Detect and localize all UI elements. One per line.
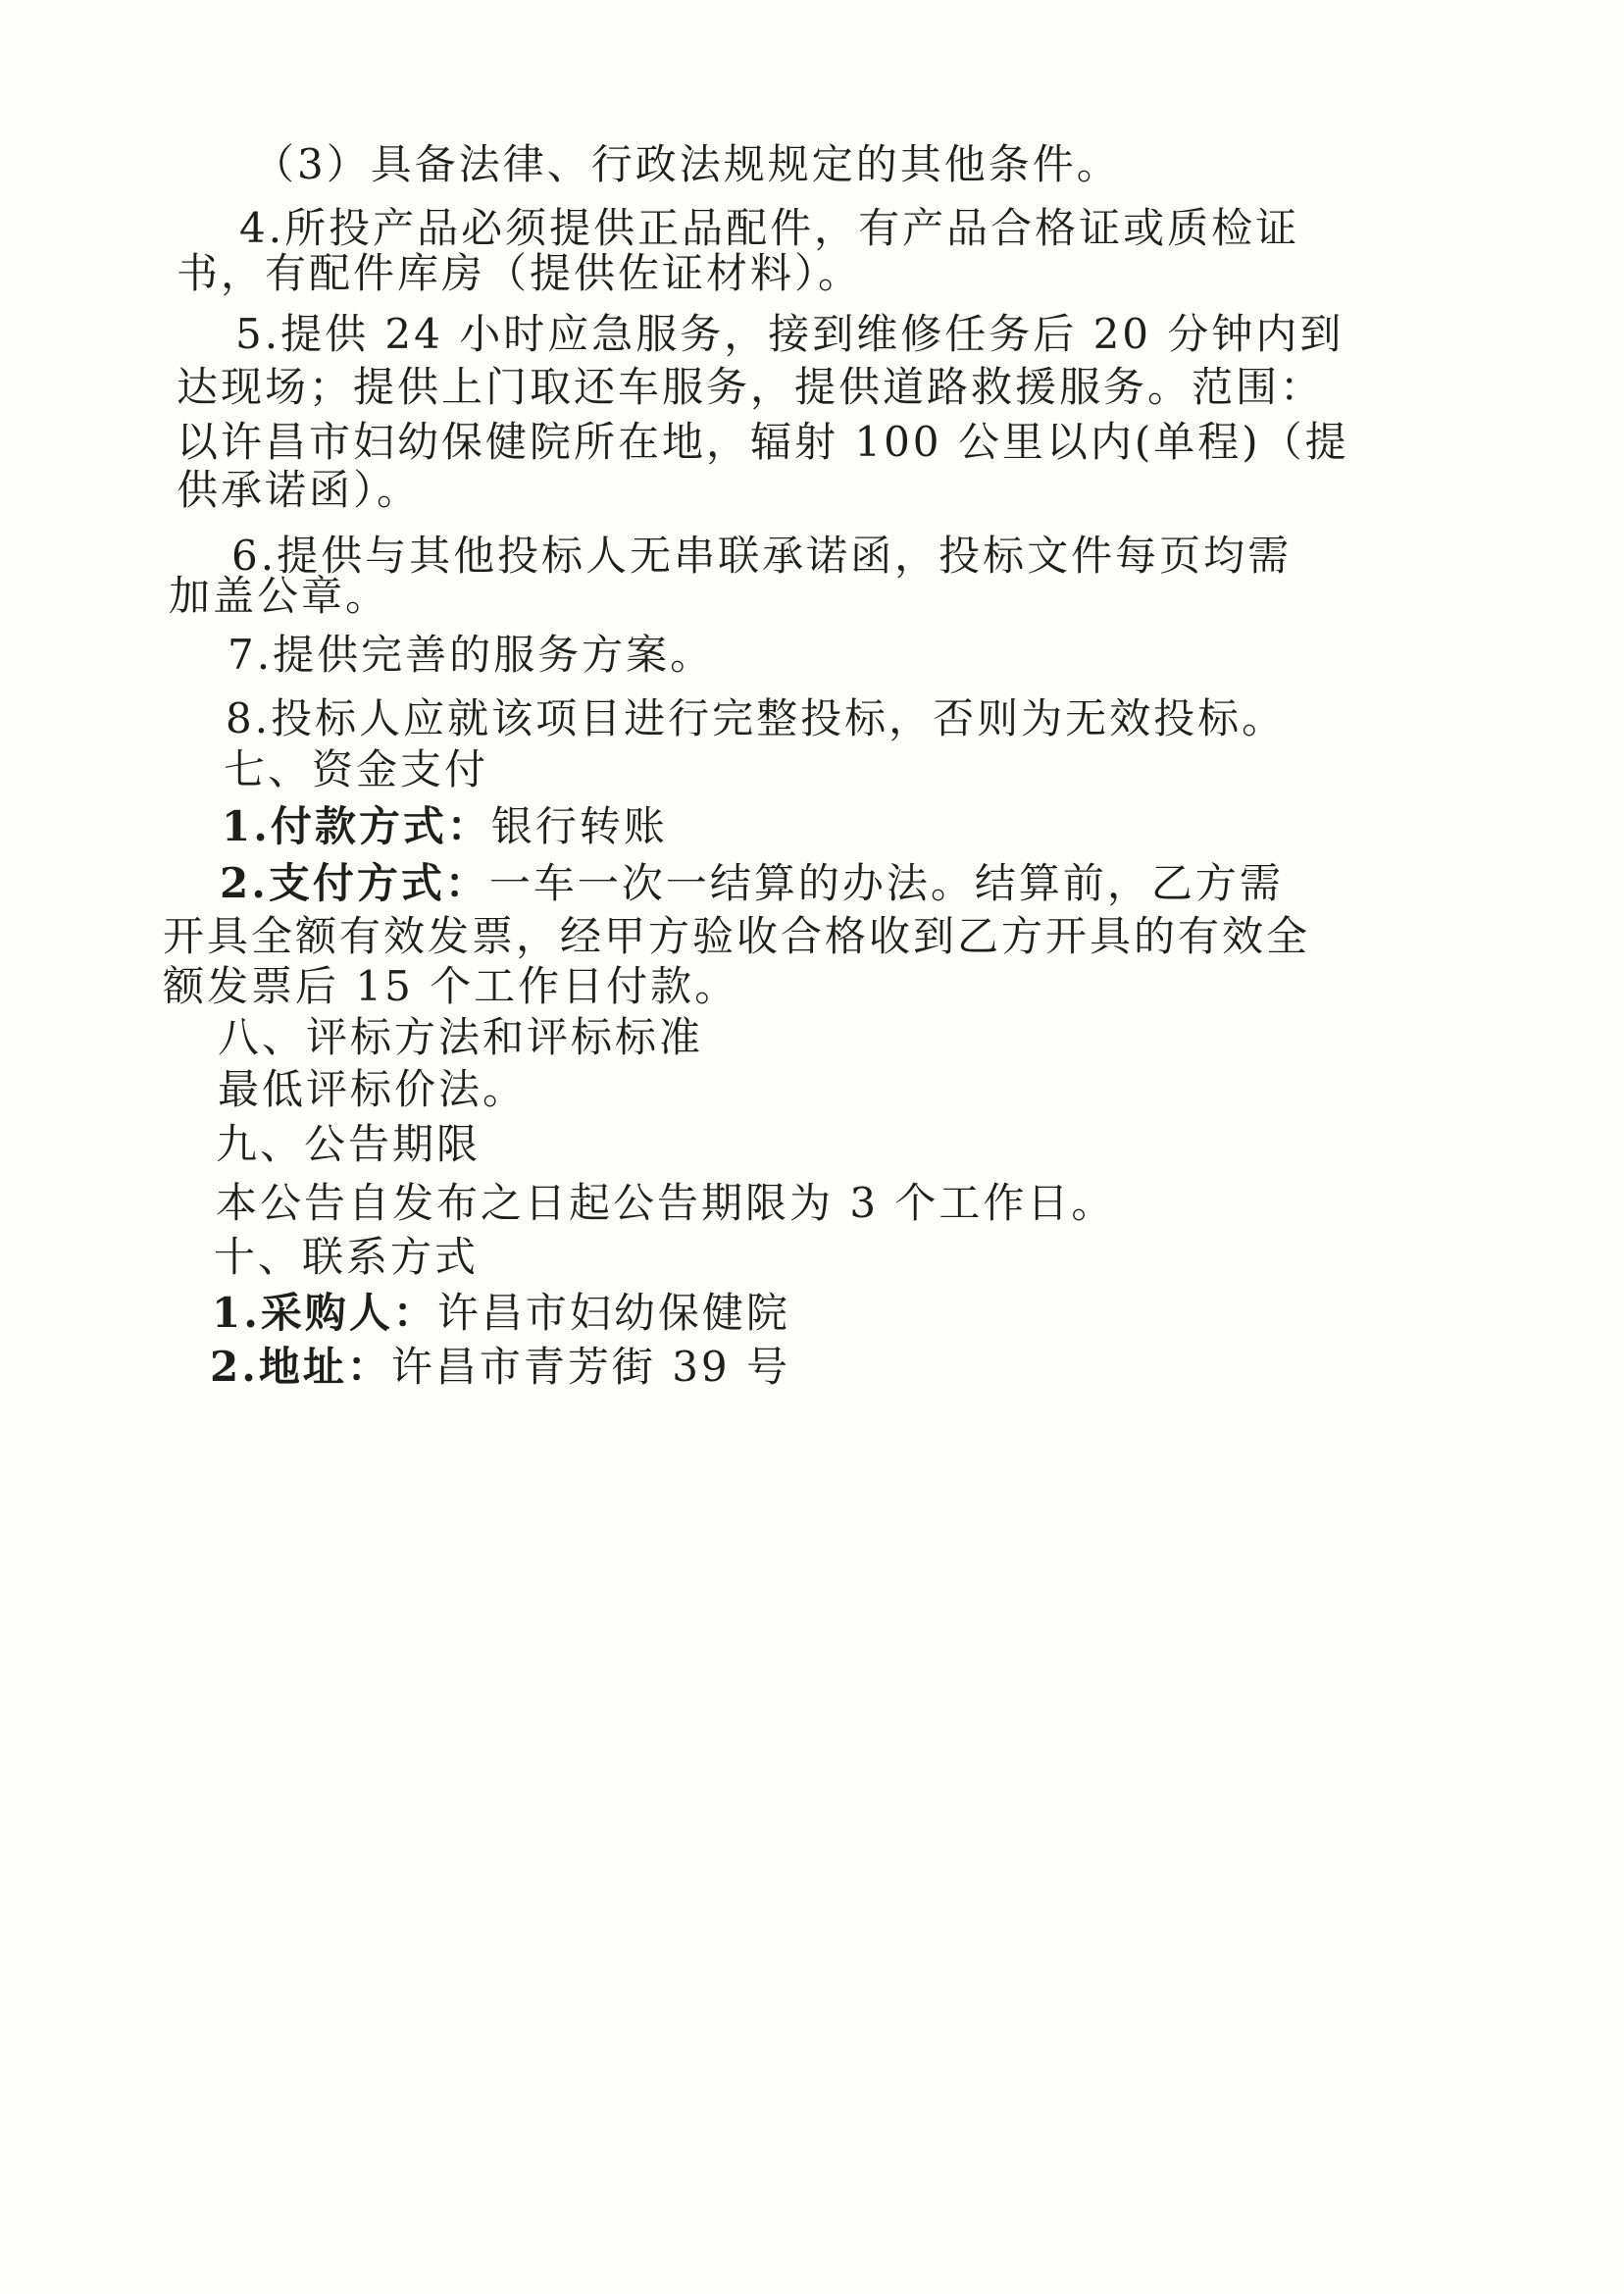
item-6-line-1: 6.提供与其他投标人无串联承诺函，投标文件每页均需 — [231, 532, 1293, 580]
address-row — [210, 1340, 790, 1395]
item-4-line-1: 4.所投产品必须提供正品配件，有产品合格证或质检证 — [239, 204, 1300, 252]
item-6-line-2: 加盖公章。 — [169, 572, 390, 620]
section-8-heading: 八、评标方法和评标标准 — [218, 1013, 704, 1061]
address-value: 许昌市青芳街 39 号 — [390, 1343, 791, 1391]
settlement-method-label: 2.支付方式： — [220, 859, 489, 907]
buyer-row — [212, 1286, 790, 1341]
item-5-line-1: 5.提供 24 小时应急服务，接到维修任务后 20 分钟内到 — [235, 310, 1345, 358]
section-10-heading: 十、联系方式 — [214, 1233, 480, 1281]
section-9-heading: 九、公告期限 — [216, 1120, 482, 1168]
section-9-text: 本公告自发布之日起公告期限为 3 个工作日。 — [216, 1179, 1116, 1227]
settlement-method-line-2: 开具全额有效发票，经甲方验收合格收到乙方开具的有效全 — [163, 912, 1311, 960]
item-8: 8.投标人应就该项目进行完整投标，否则为无效投标。 — [226, 694, 1287, 742]
payment-method-label: 1.付款方式： — [222, 802, 491, 850]
section-7-heading: 七、资金支付 — [224, 745, 489, 793]
item-5-line-3: 以许昌市妇幼保健院所在地，辐射 100 公里以内(单程)（提 — [177, 418, 1349, 466]
item-5-line-4: 供承诺函）。 — [177, 466, 422, 514]
condition-3: （3）具备法律、行政法规规定的其他条件。 — [253, 140, 1121, 188]
settlement-method-line-1: 一车一次一结算的办法。结算前，乙方需 — [488, 859, 1284, 907]
buyer-label: 1.采购人： — [212, 1289, 437, 1337]
buyer-value: 许昌市妇幼保健院 — [436, 1289, 790, 1337]
item-5-line-2: 达现场；提供上门取还车服务，提供道路救援服务。范围： — [177, 363, 1325, 411]
settlement-method-row — [220, 856, 1284, 911]
address-label: 2.地址： — [210, 1343, 391, 1391]
item-4-line-2: 书，有配件库房（提供佐证材料）。 — [177, 249, 863, 297]
payment-method-row — [222, 799, 668, 854]
item-7: 7.提供完善的服务方案。 — [228, 631, 715, 679]
settlement-method-line-3: 额发票后 15 个工作日付款。 — [163, 962, 739, 1010]
payment-method-value: 银行转账 — [490, 802, 668, 850]
section-8-text: 最低评标价法。 — [218, 1065, 528, 1113]
